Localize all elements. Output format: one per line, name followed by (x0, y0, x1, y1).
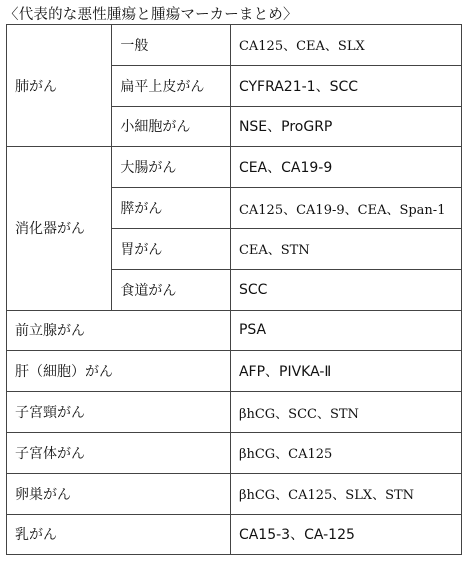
cancer-type-cell: 扁平上皮がん (112, 65, 231, 106)
tumor-marker-table (6, 24, 462, 555)
cancer-type-cell: 一般 (112, 25, 231, 66)
cancer-name-cell: 子宮頸がん (7, 392, 231, 433)
table-row (7, 473, 462, 514)
marker-cell: CEA、STN (230, 228, 461, 269)
cancer-name-cell: 子宮体がん (7, 432, 231, 473)
marker-cell: PSA (230, 310, 461, 351)
marker-cell: CA15-3、CA-125 (230, 514, 461, 555)
cancer-type-cell: 食道がん (112, 269, 231, 310)
marker-cell: βhCG、CA125、SLX、STN (230, 473, 461, 514)
cancer-name-cell: 前立腺がん (7, 310, 231, 351)
marker-cell: CEA、CA19-9 (230, 147, 461, 188)
marker-cell: CYFRA21-1、SCC (230, 65, 461, 106)
table-row (7, 432, 462, 473)
marker-cell: βhCG、SCC、STN (230, 392, 461, 433)
table-row (7, 351, 462, 392)
marker-cell: NSE、ProGRP (230, 106, 461, 147)
cancer-type-cell: 膵がん (112, 188, 231, 229)
cancer-group-cell: 肺がん (7, 25, 112, 147)
table-row (7, 514, 462, 555)
cancer-type-cell: 小細胞がん (112, 106, 231, 147)
cancer-name-cell: 乳がん (7, 514, 231, 555)
marker-cell: βhCG、CA125 (230, 432, 461, 473)
table-row (7, 310, 462, 351)
marker-cell: AFP、PIVKA-Ⅱ (230, 351, 461, 392)
table-row (7, 147, 462, 188)
table-row (7, 392, 462, 433)
page-title: 〈代表的な悪性腫瘍と腫瘍マーカーまとめ〉 (4, 7, 298, 23)
cancer-name-cell: 肝（細胞）がん (7, 351, 231, 392)
cancer-name-cell: 卵巣がん (7, 473, 231, 514)
cancer-group-cell: 消化器がん (7, 147, 112, 310)
marker-cell: CA125、CA19-9、CEA、Span-1 (230, 188, 461, 229)
table-row (7, 25, 462, 66)
marker-cell: CA125、CEA、SLX (230, 25, 461, 66)
marker-cell: SCC (230, 269, 461, 310)
cancer-type-cell: 胃がん (112, 228, 231, 269)
cancer-type-cell: 大腸がん (112, 147, 231, 188)
